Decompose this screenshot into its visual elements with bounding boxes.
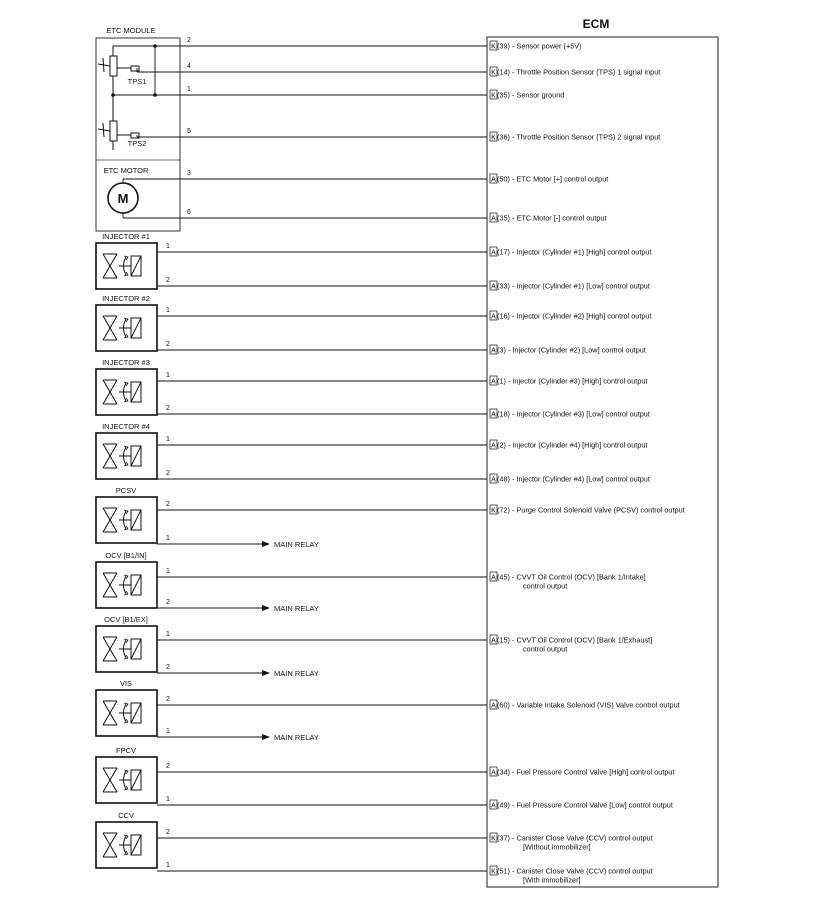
pin-number: 2 — [166, 763, 170, 770]
wire-16 — [157, 535, 319, 549]
connector-letter: A — [491, 313, 496, 321]
ecm-signal-label: (51) - Canister Close Valve (CCV) control output — [497, 866, 653, 876]
ecm-signal-label: (48) - Injector (Cylinder #4) [Low] control output — [497, 474, 650, 484]
connector-letter: A — [491, 442, 496, 450]
wire-13 — [157, 436, 647, 450]
ecm-signal-label: (35) - Sensor ground — [497, 90, 565, 100]
ecm-signal-label: control output — [523, 581, 568, 591]
wire-12 — [157, 405, 650, 419]
pin-number: 2 — [166, 341, 170, 348]
wire-17 — [157, 568, 646, 591]
connector-letter: A — [491, 411, 496, 419]
wire-8 — [157, 277, 650, 291]
solenoid-icon-vis — [96, 690, 157, 736]
component-title-ocv-b1-in: OCV [B1/IN] — [105, 551, 147, 560]
solenoid-icon-ocv-b1-in — [96, 562, 157, 608]
solenoid-icon-injector-3 — [96, 369, 157, 415]
wire-23 — [157, 763, 675, 777]
ecm-signal-label: (33) - Injector (Cylinder #1) [Low] control output — [497, 281, 650, 291]
pin-number: 1 — [187, 86, 191, 93]
wire-19 — [157, 631, 652, 654]
ecm-signal-label: (35) - ETC Motor [-] control output — [497, 213, 607, 223]
pin-number: 1 — [166, 796, 170, 803]
wire-9 — [157, 307, 652, 321]
wire-15 — [157, 501, 685, 515]
pin-number: 1 — [166, 631, 170, 638]
pin-number: 1 — [166, 372, 170, 379]
pin-number: 5 — [187, 128, 191, 135]
component-title-ocv-b1-ex: OCV [B1/EX] — [104, 615, 148, 624]
ecm-signal-label: (37) - Canister Close Valve (CCV) control output — [497, 833, 653, 843]
ecm-signal-label: (45) - CVVT Oil Control (OCV) [Bank 1/Intake] — [497, 572, 646, 582]
tps2-label: TPS2 — [127, 139, 147, 148]
pin-number: 2 — [166, 829, 170, 836]
pin-number: 2 — [166, 405, 170, 412]
ecm-signal-label: (14) - Throttle Position Sensor (TPS) 1 signal input — [497, 67, 661, 77]
ecm-signal-label: [Without immobilizer] — [523, 842, 591, 852]
pin-number: 2 — [166, 696, 170, 703]
arrow-right-icon — [262, 605, 270, 611]
connector-letter: A — [491, 476, 496, 484]
solenoid-icon-fpcv — [96, 757, 157, 803]
wire-20 — [157, 664, 319, 678]
solenoid-icon-pcsv — [96, 497, 157, 543]
arrow-right-icon — [262, 670, 270, 676]
wire-18 — [157, 599, 319, 613]
wire-24 — [157, 796, 673, 810]
ecm-signal-label: (72) - Purge Control Solenoid Valve (PCSV) control output — [497, 505, 685, 515]
ecm-signal-label: (60) - Variable Intake Solenoid (VIS) Valve control output — [497, 700, 680, 710]
component-title-ccv: CCV — [118, 811, 134, 820]
ecm-signal-label: (50) - ETC Motor [+] control output — [497, 174, 609, 184]
ecm-signal-label: [With immobilizer] — [523, 875, 581, 885]
connector-letter: K — [491, 134, 496, 142]
ecm-signal-label: (18) - Injector (Cylinder #3) [Low] control output — [497, 409, 650, 419]
wire-lines — [123, 37, 685, 885]
wire-2 — [137, 63, 660, 77]
main-relay-label: MAIN RELAY — [274, 540, 319, 549]
ecm-signal-label: (34) - Fuel Pressure Control Valve [High] control output — [497, 767, 675, 777]
connector-letter: A — [491, 574, 496, 582]
wire-6 — [123, 209, 607, 223]
component-title-vis: VIS — [119, 679, 133, 688]
solenoid-icon-injector-4 — [96, 433, 157, 479]
connector-letter: K — [491, 507, 496, 515]
ecm-signal-label: (36) - Throttle Position Sensor (TPS) 2 signal input — [497, 132, 661, 142]
pin-number: 2 — [187, 37, 191, 44]
arrow-right-icon — [262, 541, 270, 547]
connector-letter: A — [491, 637, 496, 645]
solenoid-icon-injector-2 — [96, 305, 157, 351]
pin-number: 4 — [187, 63, 191, 70]
pin-number: 1 — [166, 436, 170, 443]
etc-module-title: ETC MODULE — [106, 26, 156, 35]
ecm-signal-label: (39) - Sensor power (+5V) — [497, 41, 582, 51]
pin-number: 2 — [166, 501, 170, 508]
component-title-injector-3: INJECTOR #3 — [102, 358, 150, 367]
tps1-sensor-icon — [98, 46, 139, 95]
connector-letter: A — [491, 347, 496, 355]
main-relay-label: MAIN RELAY — [274, 669, 319, 678]
wire-22 — [157, 728, 319, 742]
connector-letter: A — [491, 249, 496, 257]
ecm-signal-label: (49) - Fuel Pressure Control Valve [Low] control output — [497, 800, 673, 810]
arrow-right-icon — [262, 734, 270, 740]
connector-letter: A — [491, 702, 496, 710]
connector-letter: K — [491, 43, 496, 51]
solenoid-icon-injector-1 — [96, 243, 157, 289]
wire-4 — [137, 128, 660, 142]
pin-number: 1 — [166, 862, 170, 869]
connector-letter: K — [491, 868, 496, 876]
pin-number: 2 — [166, 664, 170, 671]
component-title-injector-1: INJECTOR #1 — [102, 232, 150, 241]
pin-number: 1 — [166, 307, 170, 314]
connector-letter: A — [491, 769, 496, 777]
wire-25 — [157, 829, 653, 852]
motor-symbol: M — [117, 191, 129, 206]
ecm-signal-label: control output — [523, 644, 568, 654]
wire-11 — [157, 372, 647, 386]
etc-motor-title: ETC MOTOR — [103, 166, 149, 175]
wire-5 — [123, 170, 608, 184]
tps1-label: TPS1 — [127, 77, 147, 86]
pin-number: 1 — [166, 535, 170, 542]
ecm-signal-label: (2) - Injector (Cylinder #4) [High] control output — [497, 440, 648, 450]
main-relay-label: MAIN RELAY — [274, 733, 319, 742]
wire-26 — [157, 862, 653, 885]
ecm-signal-label: (17) - Injector (Cylinder #1) [High] control output — [497, 247, 652, 257]
pin-number: 6 — [187, 209, 191, 216]
ecm-signal-label: (1) - Injector (Cylinder #3) [High] control output — [497, 376, 648, 386]
pin-number: 1 — [166, 568, 170, 575]
pin-number: 2 — [166, 277, 170, 284]
pin-number: 1 — [166, 728, 170, 735]
component-title-pcsv: PCSV — [115, 486, 137, 495]
ecm-signal-label: (15) - CVVT Oil Control (OCV) [Bank 1/Exhaust] — [497, 635, 653, 645]
pin-number: 2 — [166, 470, 170, 477]
solenoid-icon-ocv-b1-ex — [96, 626, 157, 672]
ecm-signal-label: (3) - Injector (Cylinder #2) [Low] control output — [497, 345, 646, 355]
wire-21 — [157, 696, 680, 710]
connector-letter: A — [491, 215, 496, 223]
connector-letter: K — [491, 835, 496, 843]
connector-letter: A — [491, 283, 496, 291]
component-title-injector-2: INJECTOR #2 — [102, 294, 150, 303]
connector-letter: A — [491, 802, 496, 810]
pin-number: 2 — [166, 599, 170, 606]
pin-number: 3 — [187, 170, 191, 177]
pin-number: 1 — [166, 243, 170, 250]
connector-letter: K — [491, 69, 496, 77]
wire-10 — [157, 341, 646, 355]
main-relay-label: MAIN RELAY — [274, 604, 319, 613]
wire-14 — [157, 470, 650, 484]
ecm-title: ECM — [582, 17, 610, 31]
wire-1 — [155, 37, 582, 51]
wire-3 — [155, 86, 564, 100]
wire-7 — [157, 243, 652, 257]
ecm-signal-label: (16) - Injector (Cylinder #2) [High] control output — [497, 311, 652, 321]
component-symbols — [96, 232, 157, 868]
component-title-fpcv: FPCV — [115, 746, 137, 755]
solenoid-icon-ccv — [96, 822, 157, 868]
connector-letter: A — [491, 176, 496, 184]
connector-letter: A — [491, 378, 496, 386]
connector-letter: K — [491, 92, 496, 100]
component-title-injector-4: INJECTOR #4 — [102, 422, 150, 431]
ecm-box — [487, 37, 718, 887]
